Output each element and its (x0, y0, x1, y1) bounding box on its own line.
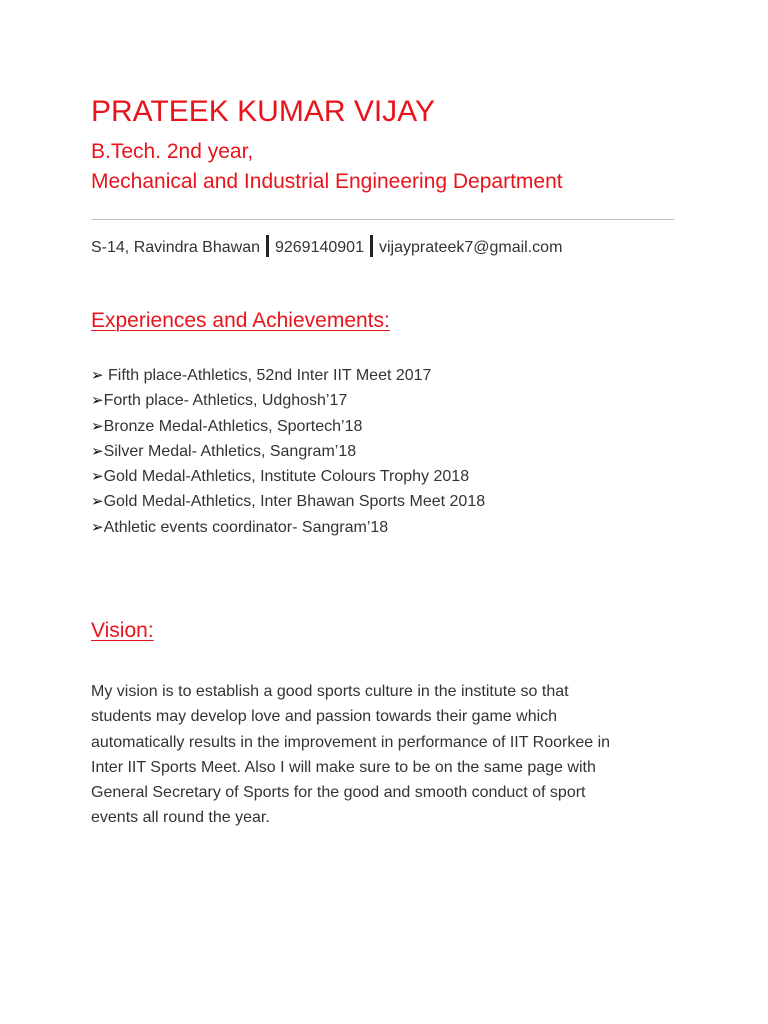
paragraph-line: automatically results in the improvement in performance of IIT Roorkee in (91, 733, 611, 751)
list-item (91, 388, 485, 413)
achievement-text: Bronze Medal-Athletics, Sportech’18 (103, 417, 363, 435)
paragraph-line: students may develop love and passion towards their game which (91, 708, 558, 726)
achievement-text: Gold Medal-Athletics, Inter Bhawan Sports Meet 2018 (103, 493, 486, 511)
list-item (91, 439, 485, 464)
list-item (91, 363, 485, 388)
department: Mechanical and Industrial Engineering Department (91, 170, 563, 193)
header-divider (92, 219, 674, 220)
vision-heading: Vision: (91, 619, 154, 642)
achievement-text: Silver Medal- Athletics, Sangram’18 (103, 442, 357, 460)
achievements-list (91, 363, 485, 540)
vision-paragraph (91, 679, 691, 831)
arrowhead-bullet-icon: ➢ (91, 391, 104, 410)
arrowhead-bullet-icon: ➢ (91, 416, 104, 435)
experiences-heading: Experiences and Achievements: (91, 309, 390, 332)
paragraph-line: My vision is to establish a good sports culture in the institute so that (91, 683, 569, 700)
contact-phone: 9269140901 (274, 239, 364, 256)
list-item (91, 414, 485, 439)
arrowhead-bullet-icon: ➢ (91, 366, 104, 384)
arrowhead-bullet-icon: ➢ (91, 517, 104, 536)
arrowhead-bullet-icon: ➢ (91, 492, 104, 511)
separator-bar (266, 235, 269, 257)
achievement-text: Fifth place-Athletics, 52nd Inter IIT Meet 2017 (103, 367, 432, 384)
separator-bar (370, 235, 373, 257)
program-year: B.Tech. 2nd year, (91, 140, 254, 163)
contact-address: S-14, Ravindra Bhawan (91, 239, 260, 256)
paragraph-line: General Secretary of Sports for the good and smooth conduct of sport (91, 784, 586, 802)
achievement-text: Gold Medal-Athletics, Institute Colours Trophy 2018 (103, 468, 470, 486)
achievement-text: Athletic events coordinator- Sangram’18 (103, 518, 389, 536)
list-item (91, 515, 485, 540)
paragraph-line: Inter IIT Sports Meet. Also I will make sure to be on the same page with (91, 758, 596, 776)
paragraph-line: events all round the year. (91, 809, 270, 827)
contact-email: vijayprateek7@gmail.com (378, 239, 563, 256)
list-item (91, 464, 485, 489)
candidate-name: PRATEEK KUMAR VIJAY (91, 95, 435, 128)
list-item (91, 489, 485, 514)
arrowhead-bullet-icon: ➢ (91, 441, 104, 460)
contact-line (91, 235, 562, 260)
achievement-text: Forth place- Athletics, Udghosh’17 (103, 392, 348, 410)
arrowhead-bullet-icon: ➢ (91, 467, 104, 486)
